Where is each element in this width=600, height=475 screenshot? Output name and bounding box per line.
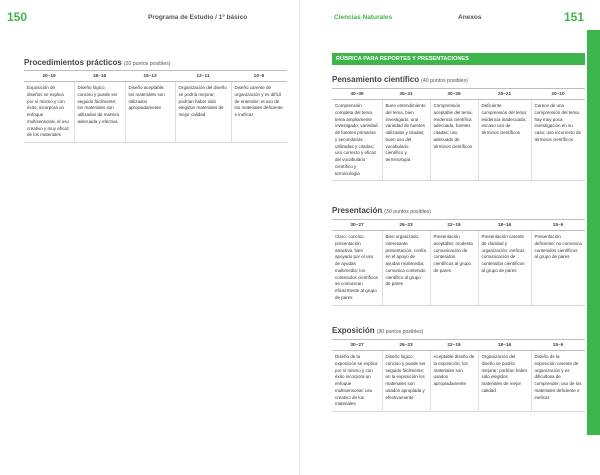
criteria-cell: Presentación carente de claridad y organización; ineficaz comunicación de contenidos científicos al grupo de pares	[478, 231, 531, 306]
rubric-header-row	[332, 220, 585, 231]
score-header: 15–13	[125, 71, 175, 82]
criteria-cell: Exposición de diseños se explica por sí mismo y con éxito; incorpora un enfoque multisensorial, el uso creativo y muy eficaz de los materiales	[24, 82, 74, 143]
section-title-text: Exposición	[332, 326, 375, 335]
rubric-header-row	[332, 340, 585, 351]
score-header: 40–36	[332, 89, 382, 100]
running-head-annex: Anexos	[458, 14, 482, 21]
criteria-cell: Comprensión completa del tema, tema ampliamente investigado; variedad de fuentes primarias y secundarias utilizadas y citadas; uso correcto y eficaz del vocabulario científico y terminología	[332, 100, 382, 181]
criteria-cell: Comprensión aceptable del tema, evidencia científica adecuada, fuentes citadas; uso adecuado de términos científicos	[430, 100, 478, 181]
rubric-header-row	[24, 71, 287, 82]
page-number-right: 151	[563, 10, 584, 24]
rubric-criteria-row	[24, 82, 287, 143]
section-points: (20 puntos posibles)	[123, 61, 171, 67]
side-accent-bar	[587, 30, 600, 435]
score-header: 30–27	[332, 340, 382, 351]
section-title-presentacion	[332, 206, 431, 215]
criteria-cell: Diseño de la exposición carente de organización y es dificultosa de comprender; uso de los materiales deficiente e ineficaz	[531, 351, 585, 412]
criteria-cell: Carece de una comprensión del tema, hay muy poca investigación en su caso; uso incorrecto de términos científicos	[531, 100, 585, 181]
criteria-cell: Diseño lógico, conciso y puede ser seguido fácilmente; los materiales son utilizados de manera adecuada y efectiva	[74, 82, 125, 143]
score-header: 26–23	[382, 340, 430, 351]
score-header: 25–21	[478, 89, 531, 100]
score-header: 26–23	[382, 220, 430, 231]
criteria-cell: Deficiente comprensión del tema; evidencia inadecuada, escaso uso de términos científicos	[478, 100, 531, 181]
criteria-cell: Buen entendimiento del tema, bien investigado, una variedad de fuentes utilizadas y citadas; buen uso del vocabulario científico y terminología	[382, 100, 430, 181]
criteria-cell: Presentación aceptable; modesta comunicación de contenidos científicos al grupo de pares	[430, 231, 478, 306]
section-title-procedimientos	[24, 58, 171, 67]
running-head-left: Programa de Estudio / 1º básico	[148, 14, 248, 21]
section-title-exposicion	[332, 326, 423, 335]
score-header: 30–26	[430, 89, 478, 100]
criteria-cell: Presentación deficiente; no comunica contenidos científicos al grupo de pares	[531, 231, 585, 306]
section-title-text: Procedimientos prácticos	[24, 58, 122, 67]
criteria-cell: Diseño lógico, conciso y puede ser seguido fácilmente; en la exposición los materiales son usados apropiada y efectivamente	[382, 351, 430, 412]
score-header: 20–10	[531, 89, 585, 100]
section-points: (40 puntos posibles)	[421, 78, 468, 84]
rubric-table-presentacion	[332, 219, 585, 306]
section-title-pensamiento	[332, 75, 468, 84]
score-header: 10–6	[231, 71, 287, 82]
section-title-text: Pensamiento científico	[332, 75, 420, 84]
section-points: (30 puntos posibles)	[376, 329, 424, 335]
score-header: 12–11	[175, 71, 231, 82]
rubric-criteria-row	[332, 100, 585, 181]
criteria-cell: Diseño aceptable; los materiales son utilizados apropiadamente	[125, 82, 175, 143]
page-number-left: 150	[7, 10, 28, 24]
rubric-criteria-row	[332, 351, 585, 412]
score-header: 22–19	[430, 220, 478, 231]
rubric-table-pensamiento	[332, 88, 585, 181]
score-header: 35–31	[382, 89, 430, 100]
criteria-cell: Aceptable diseño de la exposición; los materiales son usados apropiadamente	[430, 351, 478, 412]
criteria-cell: Claro, conciso, presentación atractiva, bien apoyado por el uso de ayudas multimedia; los contenidos científicos se comunican eficazmente al grupo de pares	[332, 231, 382, 306]
rubric-header-row	[332, 89, 585, 100]
score-header: 20–19	[24, 71, 74, 82]
rubric-criteria-row	[332, 231, 585, 306]
score-header: 18–16	[478, 220, 531, 231]
rubric-banner: RÚBRICA PARA REPORTES Y PRESENTACIONES	[332, 53, 585, 65]
criteria-cell: Diseño de la exposición se explica por sí mismo y con éxito incorpora un enfoque multisensorial; uso creativo de los materiales	[332, 351, 382, 412]
criteria-cell: Organización del diseño se podría mejorar; podrían haber sido elegidos materiales de mejor calidad	[478, 351, 531, 412]
section-title-text: Presentación	[332, 206, 383, 215]
score-header: 22–19	[430, 340, 478, 351]
score-header: 18–16	[478, 340, 531, 351]
criteria-cell: Organización del diseño se podría mejorar; podrían haber sido elegidos materiales de mejor calidad	[175, 82, 231, 143]
score-header: 15–5	[531, 220, 585, 231]
score-header: 18–16	[74, 71, 125, 82]
score-header: 30–27	[332, 220, 382, 231]
running-head-subject: Ciencias Naturales	[334, 14, 393, 21]
criteria-cell: Bien organizado, interesante presentación, confía en el apoyo de ayudas multimedia; comunica contenido científico al grupo de pares	[382, 231, 430, 306]
rubric-table-procedimientos	[24, 70, 287, 143]
criteria-cell: Diseño carente de organización y es difícil de entender; el uso de los materiales deficiente e ineficaz	[231, 82, 287, 143]
rubric-table-exposicion	[332, 339, 585, 412]
score-header: 15–5	[531, 340, 585, 351]
section-points: (30 puntos posibles)	[384, 209, 431, 215]
